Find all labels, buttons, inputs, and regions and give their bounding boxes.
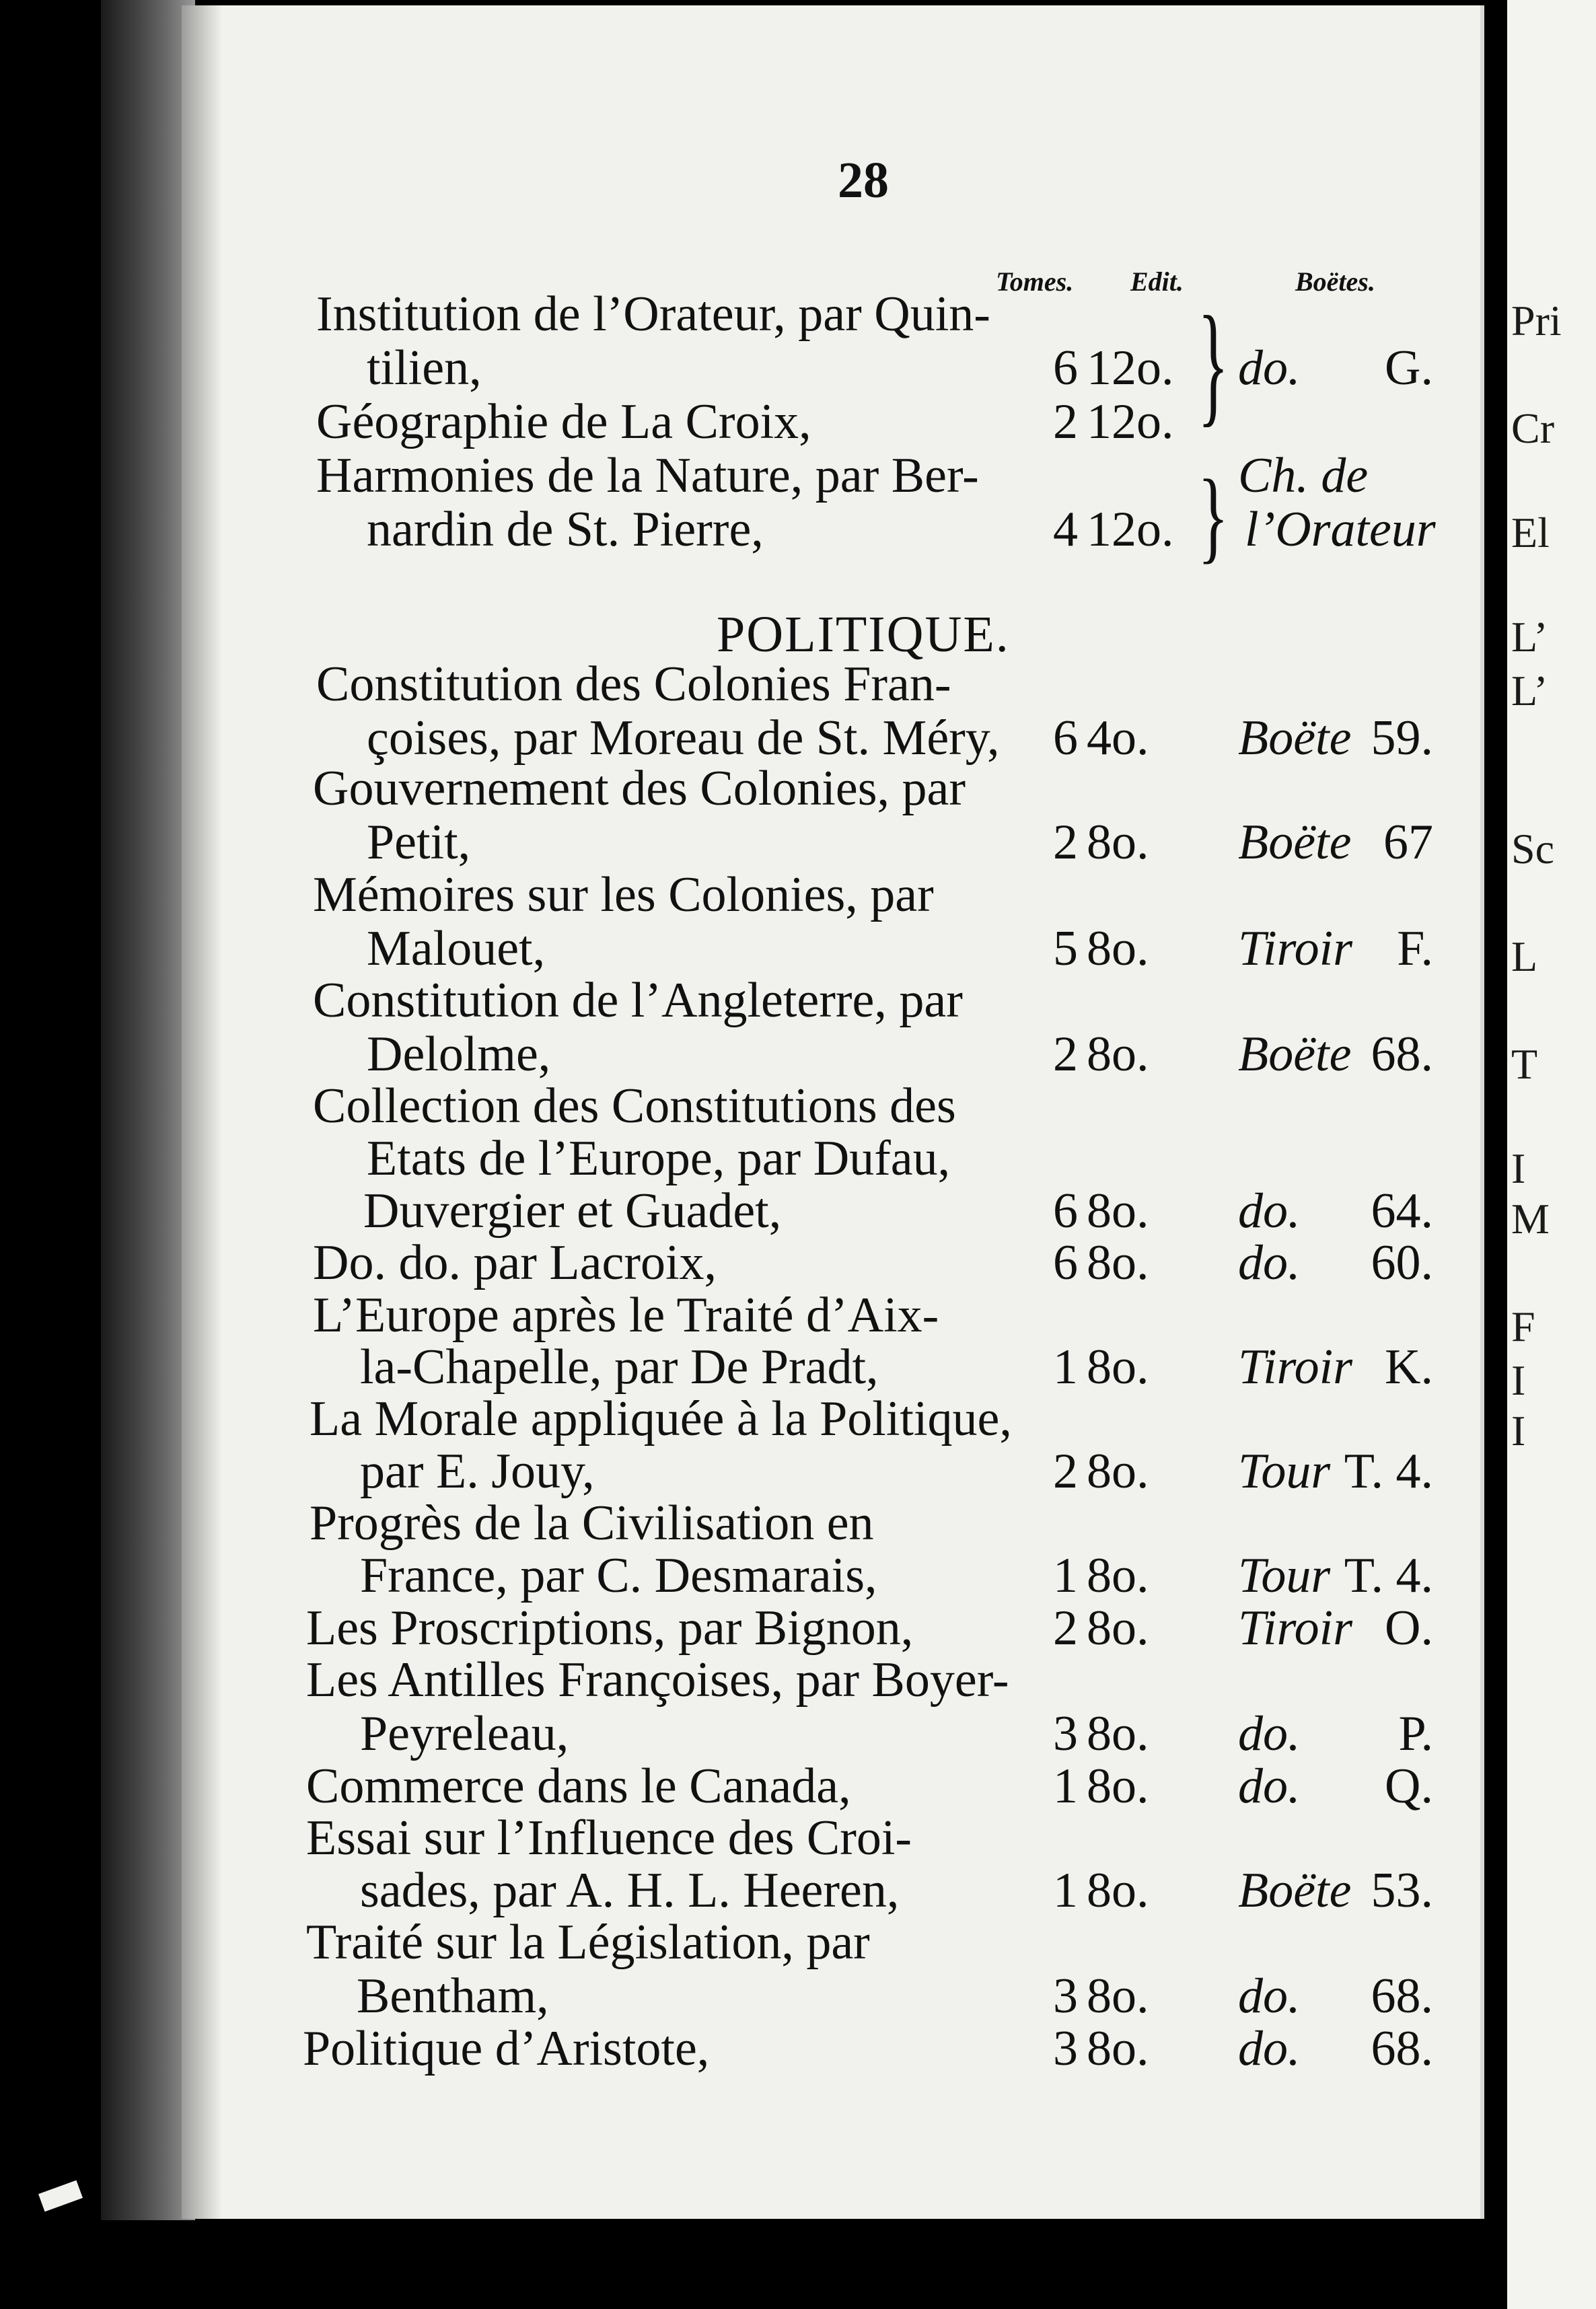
edition-format: 8o. bbox=[1087, 1235, 1149, 1290]
edition-format: 8o. bbox=[1087, 1027, 1149, 1082]
shelf-location-type: do. bbox=[1238, 1235, 1301, 1290]
facing-page-fragment: I bbox=[1511, 1144, 1526, 1192]
volume-count: 2 bbox=[1053, 394, 1078, 449]
section-heading: POLITIQUE. bbox=[717, 606, 1010, 663]
entry-title: Politique d’Aristote, bbox=[303, 2021, 710, 2076]
edition-format: 4o. bbox=[1087, 710, 1149, 766]
shelf-location-code: 64. bbox=[1371, 1183, 1433, 1239]
entry-title: Peyreleau, bbox=[360, 1706, 569, 1761]
shelf-location-type: Boëte bbox=[1238, 815, 1352, 870]
facing-page-fragment: I bbox=[1511, 1356, 1526, 1404]
edition-format: 8o. bbox=[1087, 2021, 1149, 2076]
volume-count: 1 bbox=[1053, 1548, 1078, 1603]
shelf-location-code: 53. bbox=[1371, 1863, 1433, 1918]
edition-format: 8o. bbox=[1087, 1706, 1149, 1761]
entry-title: Commerce dans le Canada, bbox=[306, 1759, 851, 1814]
book-spine bbox=[101, 0, 195, 2220]
shelf-location-type: do. bbox=[1238, 1969, 1301, 2024]
shelf-location-code: P. bbox=[1398, 1706, 1433, 1761]
shelf-location-type: Boëte bbox=[1238, 1027, 1352, 1082]
entry-title: par E. Jouy, bbox=[360, 1444, 595, 1499]
volume-count: 2 bbox=[1053, 1027, 1078, 1082]
entry-title: Gouvernement des Colonies, par bbox=[313, 761, 966, 816]
facing-page-edge bbox=[1507, 0, 1596, 2309]
entry-title: Géographie de La Croix, bbox=[316, 394, 811, 449]
shelf-location-code: K. bbox=[1385, 1340, 1433, 1395]
edition-format: 8o. bbox=[1087, 1759, 1149, 1814]
volume-count: 1 bbox=[1053, 1759, 1078, 1814]
shelf-location-code: T. 4. bbox=[1344, 1444, 1433, 1499]
volume-count: 3 bbox=[1053, 2021, 1078, 2076]
shelf-location-code: 67 bbox=[1383, 815, 1433, 870]
page-number: 28 bbox=[838, 152, 889, 209]
shelf-location-code: 59. bbox=[1371, 710, 1433, 766]
facing-page-fragment: Pri bbox=[1511, 297, 1562, 344]
entry-title: L’Europe après le Traité d’Aix- bbox=[313, 1288, 939, 1343]
volume-count: 2 bbox=[1053, 815, 1078, 870]
facing-page-fragment: El bbox=[1511, 509, 1550, 556]
facing-page-fragment: I bbox=[1511, 1407, 1526, 1455]
volume-count: 2 bbox=[1053, 1601, 1078, 1656]
volume-count: 2 bbox=[1053, 1444, 1078, 1499]
shelf-location-type: do. bbox=[1238, 340, 1301, 396]
entry-title: Constitution des Colonies Fran- bbox=[316, 657, 951, 712]
entry-title: Malouet, bbox=[367, 921, 546, 976]
volume-count: 6 bbox=[1053, 1235, 1078, 1290]
shelf-location-type: Tour bbox=[1238, 1444, 1331, 1499]
shelf-location-type: Ch. de bbox=[1238, 448, 1369, 503]
entry-title: Bentham, bbox=[357, 1969, 549, 2024]
edition-format: 12o. bbox=[1087, 340, 1174, 396]
volume-count: 6 bbox=[1053, 1183, 1078, 1239]
entry-title: Les Antilles Françoises, par Boyer- bbox=[306, 1652, 1009, 1708]
facing-page-fragment: Sc bbox=[1511, 825, 1554, 873]
edition-format: 12o. bbox=[1087, 394, 1174, 449]
shelf-location-type: do. bbox=[1238, 1706, 1301, 1761]
edition-format: 8o. bbox=[1087, 1183, 1149, 1239]
entry-title: Collection des Constitutions des bbox=[313, 1078, 956, 1134]
shelf-location-code: F. bbox=[1397, 921, 1433, 976]
edition-format: 12o. bbox=[1087, 502, 1174, 557]
entry-title: Essai sur l’Influence des Croi- bbox=[306, 1810, 912, 1866]
edition-format: 8o. bbox=[1087, 1340, 1149, 1395]
facing-page-fragment: T bbox=[1511, 1040, 1538, 1088]
entry-title: La Morale appliquée à la Politique, bbox=[310, 1391, 1012, 1446]
entry-title: la-Chapelle, par De Pradt, bbox=[360, 1340, 879, 1395]
shelf-location-type: Tiroir bbox=[1238, 921, 1353, 976]
entry-title: Traité sur la Législation, par bbox=[306, 1915, 870, 1970]
shelf-location-type: Tiroir bbox=[1238, 1340, 1353, 1395]
volume-count: 6 bbox=[1053, 710, 1078, 766]
shelf-location-code: 60. bbox=[1371, 1235, 1433, 1290]
shelf-location-type: l’Orateur bbox=[1245, 502, 1436, 557]
entry-title: Institution de l’Orateur, par Quin- bbox=[316, 287, 990, 342]
edition-format: 8o. bbox=[1087, 921, 1149, 976]
volume-count: 5 bbox=[1053, 921, 1078, 976]
brace-group-1: } bbox=[1198, 287, 1229, 439]
facing-page-fragment: F bbox=[1511, 1303, 1535, 1350]
entry-title: Duvergier et Guadet, bbox=[363, 1183, 782, 1239]
entry-title: Constitution de l’Angleterre, par bbox=[313, 973, 963, 1028]
entry-title: çoises, par Moreau de St. Méry, bbox=[367, 710, 1000, 766]
volume-count: 6 bbox=[1053, 340, 1078, 396]
shelf-location-code: 68. bbox=[1371, 2021, 1433, 2076]
entry-title: Delolme, bbox=[367, 1027, 551, 1082]
shelf-location-type: Tour bbox=[1238, 1548, 1331, 1603]
volume-count: 1 bbox=[1053, 1340, 1078, 1395]
edition-format: 8o. bbox=[1087, 1548, 1149, 1603]
volume-count: 3 bbox=[1053, 1969, 1078, 2024]
shelf-location-code: G. bbox=[1385, 340, 1433, 396]
entry-title: Les Proscriptions, par Bignon, bbox=[306, 1601, 914, 1656]
volume-count: 1 bbox=[1053, 1863, 1078, 1918]
shelf-location-type: do. bbox=[1238, 1759, 1301, 1814]
facing-page-fragment: L bbox=[1511, 932, 1538, 980]
entry-title: sades, par A. H. L. Heeren, bbox=[360, 1863, 900, 1918]
shelf-location-type: do. bbox=[1238, 1183, 1301, 1239]
shelf-location-code: T. 4. bbox=[1344, 1548, 1433, 1603]
shelf-location-type: Tiroir bbox=[1238, 1601, 1353, 1656]
shelf-location-code: 68. bbox=[1371, 1969, 1433, 2024]
header-edit: Edit. bbox=[1130, 266, 1184, 297]
entry-title: Progrès de la Civilisation en bbox=[310, 1496, 874, 1551]
edition-format: 8o. bbox=[1087, 1969, 1149, 2024]
shelf-location-code: 68. bbox=[1371, 1027, 1433, 1082]
entry-title: nardin de St. Pierre, bbox=[367, 502, 764, 557]
facing-page-fragment: L’ bbox=[1511, 613, 1548, 661]
shelf-location-type: do. bbox=[1238, 2021, 1301, 2076]
entry-title: Etats de l’Europe, par Dufau, bbox=[367, 1131, 951, 1186]
entry-title: France, par C. Desmarais, bbox=[360, 1548, 877, 1603]
volume-count: 3 bbox=[1053, 1706, 1078, 1761]
header-boetes: Boëtes. bbox=[1295, 266, 1375, 297]
shelf-location-code: O. bbox=[1385, 1601, 1433, 1656]
entry-title: tilien, bbox=[367, 340, 482, 396]
shelf-location-type: Boëte bbox=[1238, 1863, 1352, 1918]
facing-page-fragment: L’ bbox=[1511, 667, 1548, 714]
edition-format: 8o. bbox=[1087, 815, 1149, 870]
shelf-location-code: Q. bbox=[1385, 1759, 1433, 1814]
entry-title: Harmonies de la Nature, par Ber- bbox=[316, 448, 979, 503]
entry-title: Do. do. par Lacroix, bbox=[313, 1235, 717, 1290]
entry-title: Mémoires sur les Colonies, par bbox=[313, 867, 934, 922]
facing-page-fragment: Cr bbox=[1511, 404, 1554, 452]
edition-format: 8o. bbox=[1087, 1444, 1149, 1499]
volume-count: 4 bbox=[1053, 502, 1078, 557]
edition-format: 8o. bbox=[1087, 1601, 1149, 1656]
entry-title: Petit, bbox=[367, 815, 471, 870]
brace-group-2: } bbox=[1198, 457, 1229, 573]
facing-page-fragment: M bbox=[1511, 1195, 1550, 1243]
header-tomes: Tomes. bbox=[996, 266, 1074, 297]
edition-format: 8o. bbox=[1087, 1863, 1149, 1918]
shelf-location-type: Boëte bbox=[1238, 710, 1352, 766]
page-corner-fragment bbox=[38, 2180, 83, 2212]
